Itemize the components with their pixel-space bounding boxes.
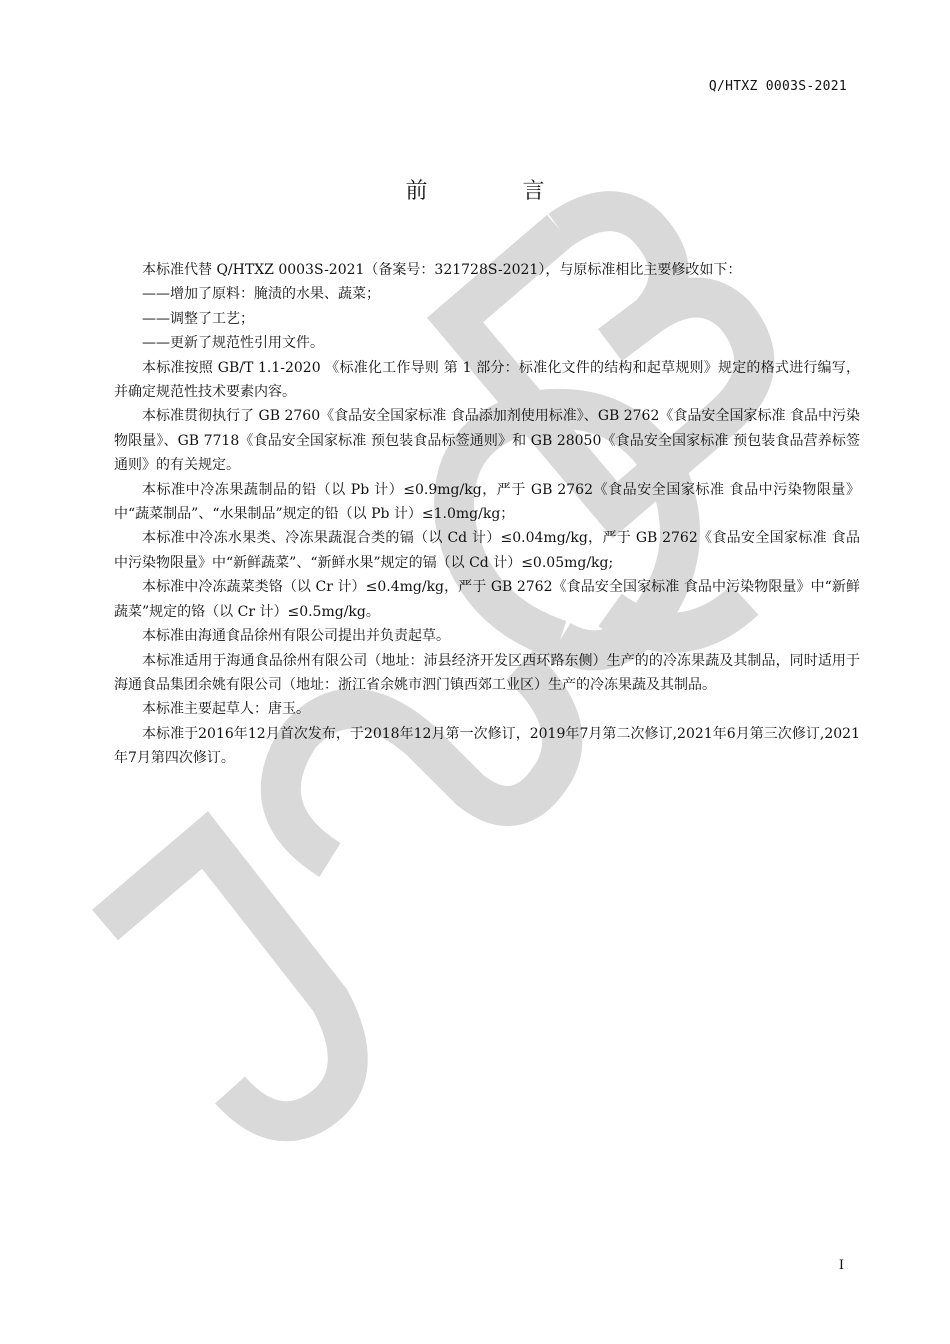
foreword-body bbox=[114, 258, 860, 771]
paragraph-proposer: 本标准由海通食品徐州有限公司提出并负责起草。 bbox=[142, 628, 450, 645]
list-item-change: ——更新了规范性引用文件。 bbox=[142, 335, 324, 352]
paragraph-lead-limit: 本标准中冷冻果蔬制品的铅（以 Pb 计）≤0.9mg/kg，严于 GB 2762《食品安全国家标准 食品中污染物限量》中“蔬菜制品”、“水果制品”规定的铅（以 Pb 计）≤1.0mg/kg； bbox=[114, 481, 860, 523]
paragraph-scope: 本标准适用于海通食品徐州有限公司（地址：沛县经济开发区西环路东侧）生产的的冷冻果蔬及其制品，同时适用于海通食品集团余姚有限公司（地址：浙江省余姚市泗门镇西郊工业区）生产的冷冻果蔬及其制品。 bbox=[114, 652, 860, 693]
paragraph-history: 本标准于2016年12月首次发布，于2018年12月第一次修订，2019年7月第二次修订,2021年6月第三次修订,2021年7月第四次修订。 bbox=[114, 725, 860, 767]
paragraph-replacement: 本标准代替 Q/HTXZ 0003S-2021（备案号：321728S-2021），与原标准相比主要修改如下： bbox=[142, 262, 742, 278]
list-item-change: ——增加了原料：腌渍的水果、蔬菜； bbox=[142, 286, 380, 303]
paragraph-referenced-standards: 本标准贯彻执行了 GB 2760《食品安全国家标准 食品添加剂使用标准》、GB 2762《食品安全国家标准 食品中污染物限量》、GB 7718《食品安全国家标准 预包装食品标签通则》和 GB 28050《食品安全国家标准 预包装食品营养标签通则》的有关规定。 bbox=[114, 408, 860, 474]
paragraph-drafting-rules: 本标准按照 GB/T 1.1-2020 《标准化工作导则 第 1 部分：标准化文件的结构和起草规则》规定的格式进行编写，并确定规范性技术要素内容。 bbox=[114, 359, 860, 401]
paragraph-chromium-limit: 本标准中冷冻蔬菜类铬（以 Cr 计）≤0.4mg/kg，严于 GB 2762《食品安全国家标准 食品中污染物限量》中“新鲜蔬菜”规定的铬（以 Cr 计）≤0.5mg/kg。 bbox=[114, 579, 860, 620]
page-number: I bbox=[838, 1258, 844, 1273]
list-item-change: ——调整了工艺； bbox=[142, 310, 254, 327]
page-title: 前 言 bbox=[405, 179, 589, 204]
paragraph-cadmium-limit: 本标准中冷冻水果类、冷冻果蔬混合类的镉（以 Cd 计）≤0.04mg/kg，严于 GB 2762《食品安全国家标准 食品中污染物限量》中“新鲜蔬菜”、“新鲜水果”规定的镉（以 Cd 计）≤0.05mg/kg; bbox=[114, 530, 860, 571]
standard-code: Q/HTXZ 0003S-2021 bbox=[708, 79, 847, 94]
paragraph-drafter: 本标准主要起草人：唐玉。 bbox=[142, 701, 310, 718]
watermark-letter-j bbox=[105, 840, 348, 1121]
